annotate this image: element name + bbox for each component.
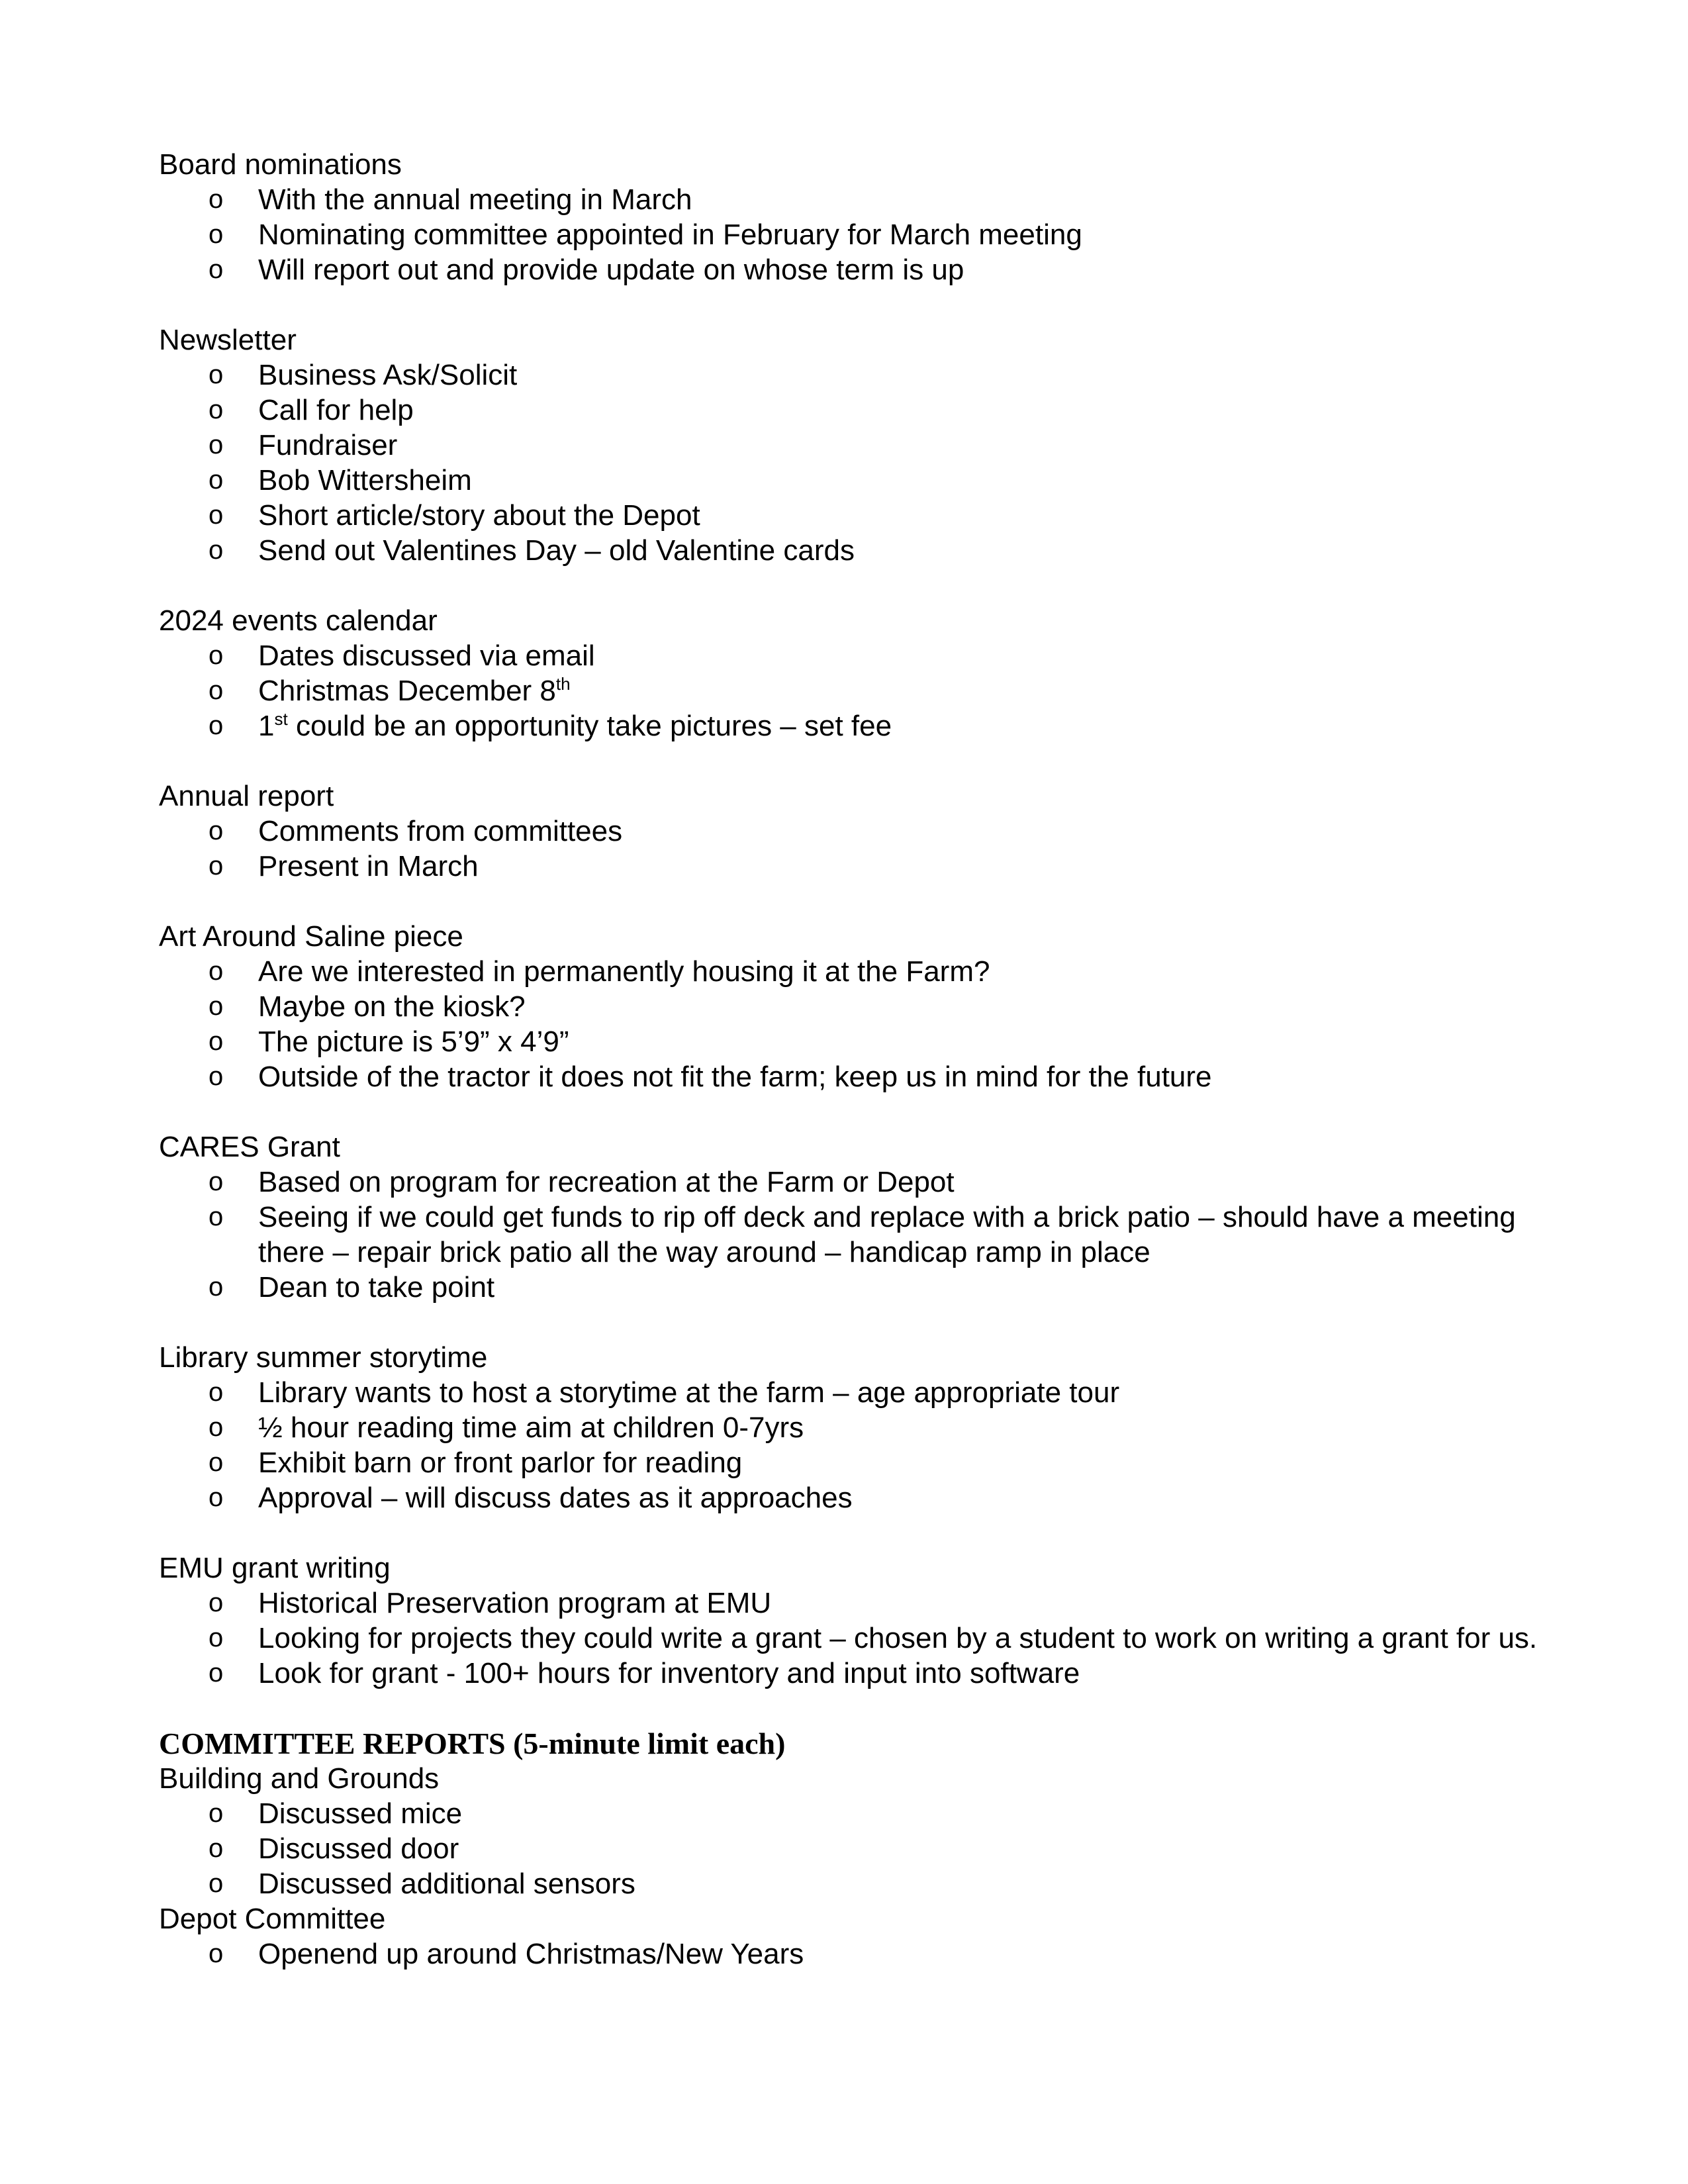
list-item-text: Present in March — [258, 850, 479, 882]
bullet-list — [159, 357, 1549, 568]
list-item-text: Christmas December 8 — [258, 675, 556, 707]
bullet-list — [159, 1164, 1549, 1305]
section-heading: Annual report — [159, 780, 334, 812]
bullet-marker-icon: o — [209, 1062, 224, 1091]
list-item-text: Comments from committees — [258, 815, 623, 847]
list-item-text: ½ hour reading time aim at children 0-7yrs — [258, 1411, 804, 1444]
list-item-text: Discussed mice — [258, 1797, 463, 1830]
list-item — [159, 814, 1549, 849]
bullet-marker-icon: o — [209, 185, 224, 214]
list-item — [159, 1796, 1549, 1831]
list-item — [159, 1586, 1549, 1621]
committee-heading: Depot Committee — [159, 1903, 386, 1935]
list-item-text: Dean to take point — [258, 1271, 495, 1304]
list-item-text: Are we interested in permanently housing it at the Farm? — [258, 955, 990, 988]
bullet-marker-icon: o — [209, 676, 224, 705]
section-events-calendar — [159, 603, 1549, 743]
bullet-marker-icon: o — [209, 1483, 224, 1512]
list-item-text: Outside of the tractor it does not fit the farm; keep us in mind for the future — [258, 1061, 1212, 1093]
list-item-text: Openend up around Christmas/New Years — [258, 1938, 804, 1970]
section-art-around-saline — [159, 919, 1549, 1094]
list-item — [159, 393, 1549, 428]
list-item-text: Historical Preservation program at EMU — [258, 1587, 772, 1619]
list-item — [159, 1024, 1549, 1059]
superscript-ordinal: st — [274, 709, 288, 729]
section-newsletter — [159, 322, 1549, 568]
bullet-list — [159, 1796, 1549, 1901]
bullet-marker-icon: o — [209, 992, 224, 1021]
section-heading: Art Around Saline piece — [159, 920, 463, 953]
list-item — [159, 498, 1549, 533]
list-item — [159, 673, 1549, 708]
list-item — [159, 1621, 1549, 1656]
section-cares-grant — [159, 1129, 1549, 1305]
section-heading: CARES Grant — [159, 1131, 340, 1163]
bullet-marker-icon: o — [209, 360, 224, 389]
committee-heading: Building and Grounds — [159, 1762, 440, 1795]
bullet-list — [159, 954, 1549, 1094]
bullet-marker-icon: o — [209, 220, 224, 249]
bullet-list — [159, 182, 1549, 287]
bullet-marker-icon: o — [209, 1167, 224, 1196]
bullet-marker-icon: o — [209, 255, 224, 284]
committee-depot — [159, 1901, 1549, 1971]
bullet-marker-icon: o — [209, 1448, 224, 1477]
list-item — [159, 357, 1549, 393]
section-heading: Newsletter — [159, 324, 297, 356]
list-item — [159, 1866, 1549, 1901]
bullet-marker-icon: o — [209, 1799, 224, 1828]
section-heading: EMU grant writing — [159, 1552, 391, 1584]
bullet-marker-icon: o — [209, 1869, 224, 1898]
list-item — [159, 182, 1549, 217]
bullet-marker-icon: o — [209, 1202, 224, 1231]
section-board-nominations — [159, 147, 1549, 287]
committee-building-grounds — [159, 1761, 1549, 1901]
section-emu-grant-writing — [159, 1550, 1549, 1691]
bullet-marker-icon: o — [209, 1027, 224, 1056]
list-item-text: could be an opportunity take pictures – set fee — [287, 710, 892, 742]
list-item — [159, 638, 1549, 673]
bullet-marker-icon: o — [209, 395, 224, 424]
section-heading: Library summer storytime — [159, 1341, 488, 1374]
list-item-text: Seeing if we could get funds to rip off deck and replace with a brick patio – should have a meeting there – repair brick patio all the way around – handicap ramp in place — [258, 1201, 1516, 1268]
list-item-text: Discussed additional sensors — [258, 1868, 635, 1900]
bullet-marker-icon: o — [209, 536, 224, 565]
list-item-text: Library wants to host a storytime at the farm – age appropriate tour — [258, 1376, 1120, 1409]
list-item — [159, 989, 1549, 1024]
bullet-marker-icon: o — [209, 465, 224, 495]
section-heading: Board nominations — [159, 148, 402, 181]
list-item-text: Dates discussed via email — [258, 640, 595, 672]
superscript-ordinal: th — [555, 674, 571, 694]
list-item-text: Will report out and provide update on whose term is up — [258, 254, 964, 286]
meeting-minutes-content — [159, 147, 1549, 1971]
list-item-text: Call for help — [258, 394, 414, 426]
list-item — [159, 708, 1549, 743]
list-item — [159, 1375, 1549, 1410]
bullet-marker-icon: o — [209, 430, 224, 459]
list-item — [159, 1445, 1549, 1480]
list-item — [159, 1936, 1549, 1971]
list-item — [159, 533, 1549, 568]
committee-reports-title: COMMITTEE REPORTS (5-minute limit each) — [159, 1727, 786, 1760]
list-item-text: Nominating committee appointed in February for March meeting — [258, 218, 1082, 251]
list-item-text: Short article/story about the Depot — [258, 499, 700, 532]
bullet-list — [159, 638, 1549, 743]
bullet-list — [159, 814, 1549, 884]
bullet-marker-icon: o — [209, 1834, 224, 1863]
list-item — [159, 428, 1549, 463]
list-item-text: Look for grant - 100+ hours for inventory and input into software — [258, 1657, 1080, 1689]
bullet-marker-icon: o — [209, 851, 224, 880]
list-item — [159, 1059, 1549, 1094]
section-annual-report — [159, 779, 1549, 884]
list-item — [159, 252, 1549, 287]
list-item — [159, 954, 1549, 989]
list-item — [159, 1656, 1549, 1691]
list-item — [159, 1270, 1549, 1305]
bullet-marker-icon: o — [209, 1413, 224, 1442]
bullet-marker-icon: o — [209, 1658, 224, 1687]
bullet-marker-icon: o — [209, 641, 224, 670]
bullet-marker-icon: o — [209, 500, 224, 530]
bullet-list — [159, 1375, 1549, 1515]
list-item — [159, 1410, 1549, 1445]
list-item-text: With the annual meeting in March — [258, 183, 692, 216]
list-item-text: Looking for projects they could write a grant – chosen by a student to work on writing a grant for us. — [258, 1622, 1538, 1654]
list-item — [159, 1480, 1549, 1515]
list-item-text: Approval – will discuss dates as it approaches — [258, 1482, 853, 1514]
bullet-marker-icon: o — [209, 1378, 224, 1407]
list-item-text: Discussed door — [258, 1832, 459, 1865]
list-item — [159, 1200, 1549, 1270]
list-item — [159, 1831, 1549, 1866]
list-item-text: Fundraiser — [258, 429, 398, 461]
list-item-text: Business Ask/Solicit — [258, 359, 518, 391]
bullet-marker-icon: o — [209, 816, 224, 845]
list-item — [159, 217, 1549, 252]
bullet-marker-icon: o — [209, 1588, 224, 1617]
section-library-storytime — [159, 1340, 1549, 1515]
bullet-marker-icon: o — [209, 957, 224, 986]
bullet-marker-icon: o — [209, 1623, 224, 1652]
list-item-text: Based on program for recreation at the Farm or Depot — [258, 1166, 955, 1198]
bullet-marker-icon: o — [209, 1939, 224, 1968]
list-item — [159, 849, 1549, 884]
list-item-number: 1 — [258, 710, 275, 742]
list-item-text: Maybe on the kiosk? — [258, 990, 526, 1023]
list-item — [159, 463, 1549, 498]
list-item-text: Send out Valentines Day – old Valentine cards — [258, 534, 855, 567]
list-item-text: Bob Wittersheim — [258, 464, 472, 497]
bullet-marker-icon: o — [209, 711, 224, 740]
bullet-marker-icon: o — [209, 1272, 224, 1302]
bullet-list — [159, 1586, 1549, 1691]
bullet-list — [159, 1936, 1549, 1971]
list-item-text: The picture is 5’9” x 4’9” — [258, 1025, 569, 1058]
list-item-text: Exhibit barn or front parlor for reading — [258, 1447, 743, 1479]
list-item — [159, 1164, 1549, 1200]
section-heading: 2024 events calendar — [159, 604, 438, 637]
